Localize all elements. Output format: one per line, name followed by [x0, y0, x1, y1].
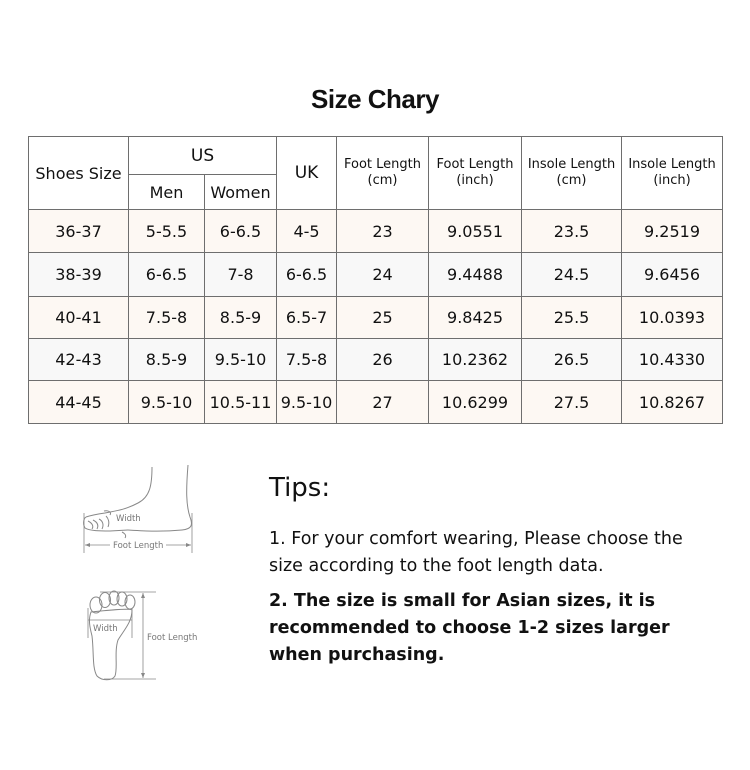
cell-uk: 7.5-8: [277, 339, 337, 381]
cell-uk: 6.5-7: [277, 297, 337, 339]
sole-width-label: Width: [93, 624, 118, 634]
table-row: [29, 297, 723, 339]
cell-foot-length-inch: 9.4488: [429, 253, 522, 297]
header-uk: UK: [277, 137, 337, 210]
cell-foot-length-inch: 10.2362: [429, 339, 522, 381]
cell-foot-length-inch: 9.8425: [429, 297, 522, 339]
side-width-label: Width: [116, 514, 141, 524]
cell-shoes-size: 36-37: [29, 210, 129, 253]
cell-foot-length-cm: 27: [337, 381, 429, 424]
cell-us-women: 8.5-9: [205, 297, 277, 339]
cell-insole-length-cm: 23.5: [522, 210, 622, 253]
table-row: [29, 210, 723, 253]
cell-shoes-size: 40-41: [29, 297, 129, 339]
side-foot-length-label: Foot Length: [113, 541, 164, 551]
cell-insole-length-inch: 9.6456: [622, 253, 723, 297]
cell-insole-length-inch: 10.4330: [622, 339, 723, 381]
table-row: [29, 253, 723, 297]
cell-us-men: 7.5-8: [129, 297, 205, 339]
header-us: US: [129, 137, 277, 175]
size-chart-table: [28, 136, 723, 424]
header-foot-length-inch: Foot Length (inch): [429, 137, 522, 210]
cell-insole-length-inch: 9.2519: [622, 210, 723, 253]
header-us-men: Men: [129, 175, 205, 210]
header-shoes-size: Shoes Size: [29, 137, 129, 210]
cell-foot-length-cm: 24: [337, 253, 429, 297]
table-row: [29, 339, 723, 381]
cell-insole-length-inch: 10.8267: [622, 381, 723, 424]
cell-us-men: 9.5-10: [129, 381, 205, 424]
tip-item-2: 2. The size is small for Asian sizes, it is recommended to choose 1-2 sizes larger when purchasing.: [269, 591, 670, 665]
cell-insole-length-cm: 24.5: [522, 253, 622, 297]
cell-us-women: 10.5-11: [205, 381, 277, 424]
header-us-women: Women: [205, 175, 277, 210]
cell-uk: 9.5-10: [277, 381, 337, 424]
cell-foot-length-inch: 10.6299: [429, 381, 522, 424]
cell-foot-length-cm: 26: [337, 339, 429, 381]
cell-us-women: 7-8: [205, 253, 277, 297]
cell-shoes-size: 38-39: [29, 253, 129, 297]
header-foot-length-cm: Foot Length (cm): [337, 137, 429, 210]
cell-uk: 4-5: [277, 210, 337, 253]
cell-us-women: 9.5-10: [205, 339, 277, 381]
cell-us-women: 6-6.5: [205, 210, 277, 253]
cell-insole-length-cm: 25.5: [522, 297, 622, 339]
cell-insole-length-cm: 27.5: [522, 381, 622, 424]
sole-foot-length-label: Foot Length: [147, 633, 198, 643]
table-row: [29, 381, 723, 424]
cell-shoes-size: 42-43: [29, 339, 129, 381]
cell-uk: 6-6.5: [277, 253, 337, 297]
cell-insole-length-inch: 10.0393: [622, 297, 723, 339]
tips-title: Tips:: [269, 473, 331, 503]
cell-foot-length-cm: 25: [337, 297, 429, 339]
cell-foot-length-cm: 23: [337, 210, 429, 253]
foot-sole-view-illustration: [70, 580, 210, 690]
page-title: Size Chary: [311, 84, 439, 114]
cell-foot-length-inch: 9.0551: [429, 210, 522, 253]
tip-item-1: 1. For your comfort wearing, Please choose the size according to the foot length data.: [269, 529, 683, 576]
header-insole-length-cm: Insole Length (cm): [522, 137, 622, 210]
header-insole-length-inch: Insole Length (inch): [622, 137, 723, 210]
cell-shoes-size: 44-45: [29, 381, 129, 424]
cell-insole-length-cm: 26.5: [522, 339, 622, 381]
foot-side-view-illustration: [70, 455, 210, 560]
cell-us-men: 6-6.5: [129, 253, 205, 297]
cell-us-men: 8.5-9: [129, 339, 205, 381]
cell-us-men: 5-5.5: [129, 210, 205, 253]
